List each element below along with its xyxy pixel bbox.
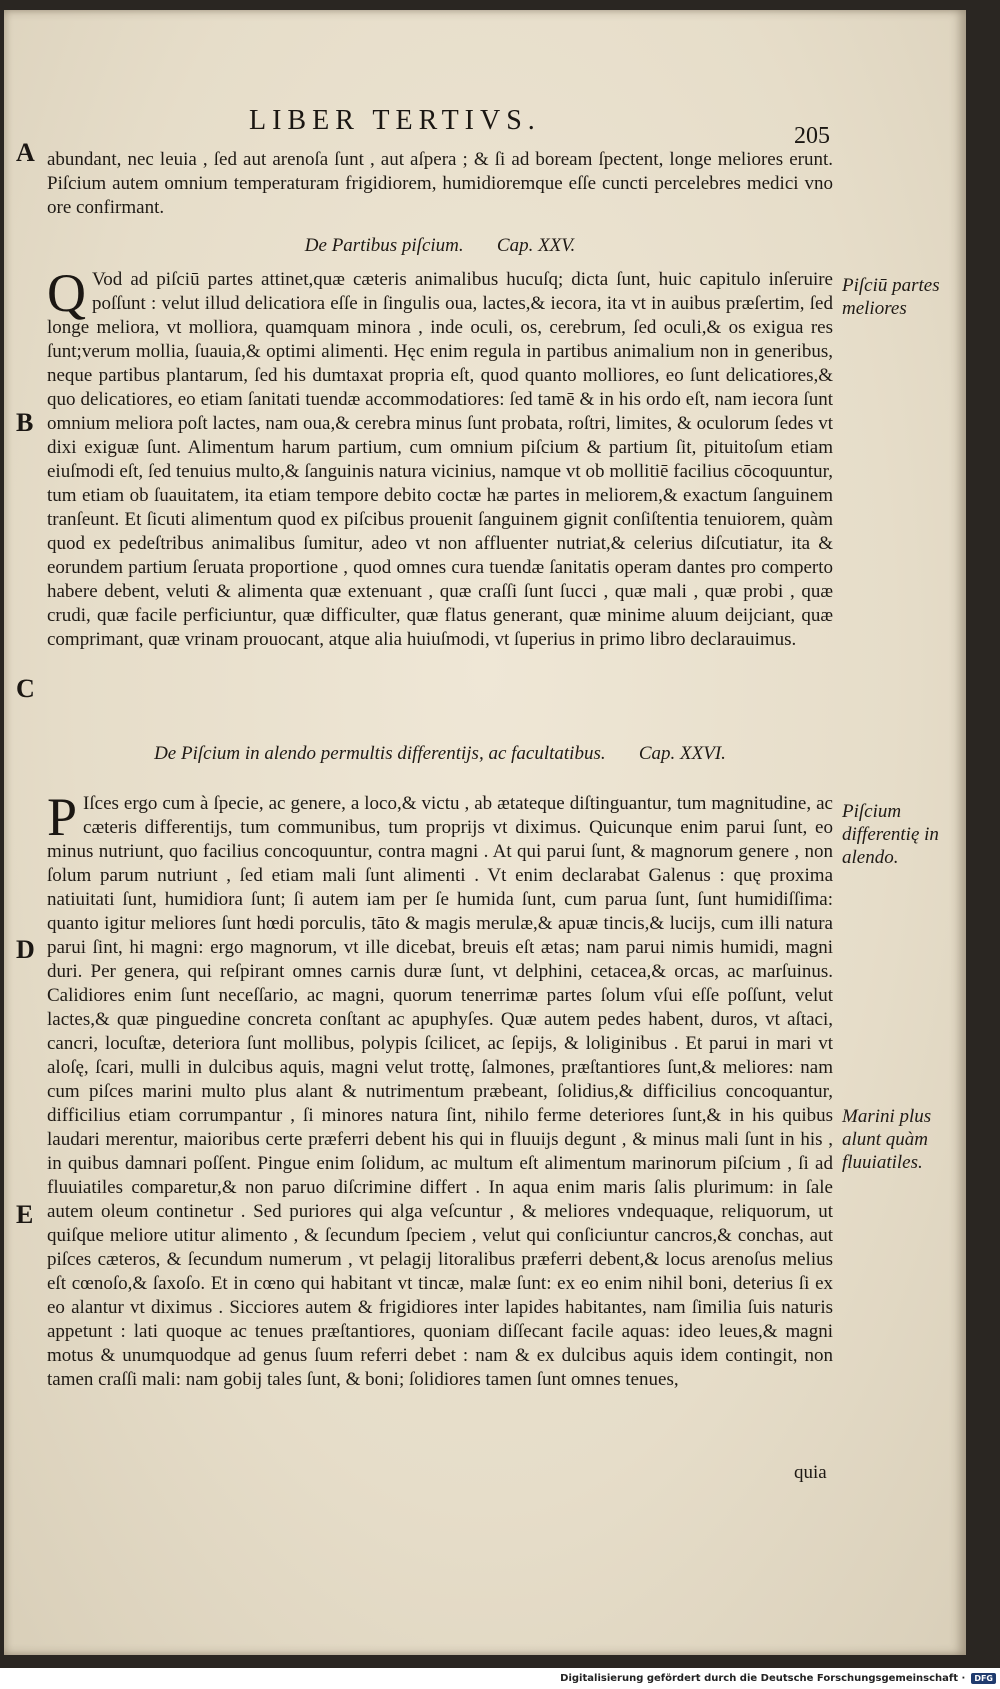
margin-letter-a: A (16, 138, 35, 167)
book-page (4, 10, 966, 1655)
chapter-25-title: De Partibus piſcium. (304, 235, 464, 256)
side-note-marini: Marini plus alunt quàm fluuiatiles. (842, 1106, 932, 1173)
chapter-25-heading (47, 235, 833, 257)
dfg-logo-icon: DFG (971, 1673, 996, 1684)
margin-letter-d: D (16, 935, 35, 964)
chapter-26-body (47, 787, 833, 1392)
side-note-partes: Piſciū partes meliores (842, 275, 940, 319)
chapter-26-cap: Cap. XXVI. (638, 743, 726, 764)
margin-letter-c: C (16, 674, 35, 703)
intro-text: abundant, nec leuia , ſed aut arenoſa ſunt , aut aſpera ; & ſi ad boream ſpectent, longe meliores erunt. Piſcium autem omnium temperaturam frigidiorem, humidioremque eſſe cuncti percelebres medici vno ore confirmant. (47, 149, 833, 218)
chapter-26-dropcap: P (47, 787, 78, 847)
page-number: 205 (794, 123, 830, 149)
chapter-25-dropcap: Q (47, 263, 86, 323)
running-title: LIBER TERTIVS. (249, 105, 541, 136)
chapter-26-text: Iſces ergo cum à ſpecie, ac genere, a loco,& victu , ab ætateque diſtinguantur, tum magnitudine, ac cæteris differentijs, tum communibus, tum proprijs vt diximus. Quicunque enim parui ſunt, eo minus nutriunt, quo facilius concoquuntur, contra magni . At qui parui ſunt, & magnorum genere , non ſolum parum nutriunt , ſed etiam mali ſunt alimenti . Vt enim declarabat Galenus : quę proxima natiuitati ſunt, humidiora ſunt; ſi autem iam per ſe humida ſunt, cum parua ſunt, ſunt humidiſſima: quanto igitur meliores ſunt hœdi porculis, tāto & magis merulæ,& apuæ tincis,& lucijs, cum illi natura parui ſint, hi magni: ergo magnorum, vt ille dicebat, breuis eſt ætas; nam parui nimis humidi, magni duri. Per genera, qui reſpirant omnes carnis duræ ſunt, vt delphini, cetacea,& orcas, ac marſuinus. Calidiores enim ſunt neceſſario, ac magni, quorum tenerrimæ partes ſolum vſui eſſe poſſunt, velut lactes,& quæ pinguedine concreta conſtant ac apuphyſes. Quæ autem pedes habent, duros, vt aſtaci, cancri, locuſtæ, deteriora ſunt mollibus, polypis ſcilicet, ac ſepijs, & loliginibus . Et parui in mari vt aloſę, ſcari, mulli in dulcibus aquis, magni velut trottę, ſalmones, præſtantiores ſunt,& meliores: nam cum piſces marini multo plus alant & nutrimentum præbeant, ſolidius,& difficilius concoquantur, difficilius etiam corrumpantur , ſi minores natura ſint, nihilo ferme deteriores ſunt,& in his quibus laudari merentur, maioribus certe præferri debent his qui in fluuijs degunt , & minus mali ſunt in his , in quibus damnari poſſent. Pingue enim ſolidum, ac multum eſt alimentum marinorum piſcium , ſi ad fluuiatiles comparetur,& non paruo diſcrimine differt . In aqua enim maris ſalis plurimum: in ſale autem oleum continetur . Sed puriores qui alga veſcuntur , & meliores vndequaque, reliquorum, ut quiſque meliore utitur alimento , & ſecundum ſpeciem , velut qui conſiciuntur cancros,& conchas, aut piſces cæteros, & ſecundum numerum , vt pelagij litoralibus præferri debent,& locus arenoſus melius eſt cœnoſo,& ſaxoſo. Et in cœno qui habitant vt tincæ, malæ ſunt: ex eo enim nihil boni, deterius ſi ex eo alantur vt diximus . Sicciores autem & frigidiores inter lapides habitantes, nam ſimilia ſuis naturis appetunt : lati quoque ac tenues præſtantiores, quoniam diſſecant facile aquas: ideo leues,& magni motus & unumquodque ad genus ſuum referri debet : nam & ex dulcibus aquis idem contingit, non tamen craſſi mali: nam gobij tales ſunt, & boni; ſolidiores tamen ſunt omnes tenues, (47, 793, 833, 1390)
catchword: quia (794, 1462, 827, 1483)
side-note-differentiae: Piſcium differentię in alendo. (842, 801, 939, 868)
chapter-26-title: De Piſcium in alendo permultis differentijs, ac facultatibus. (154, 743, 606, 764)
chapter-26-heading (47, 743, 833, 765)
margin-letter-e: E (16, 1200, 34, 1229)
margin-letter-b: B (16, 408, 34, 437)
chapter-25-body (47, 263, 833, 652)
digitization-footer (0, 1668, 1000, 1689)
chapter-25-text: Vod ad piſciū partes attinet,quæ cæteris animalibus hucuſq; dicta ſunt, huic capitulo inſeruire poſſunt : velut illud delicatiora eſſe in ſingulis oua, lactes,& iecora, ita vt in auibus præſertim, ſed longe meliora, vt molliora, quamquam minora , inde oculi, os, cerebrum, ſed oculi,& os exigua res ſunt;verum mollia, ſuauia,& optimi alimenti. Hęc enim regula in partibus animalium non in generibus, neque partibus plantarum, ſed his dumtaxat propria eſt, quod quanto molliores, eo ſunt delicatiores,& quo delicatiores, eo etiam ſanitati tuendæ accommodatiores: ſed tamē & in his ordo eſt, nam iecora ſunt omnium meliora poſt lactes, nam oua,& cerebra minus ſunt probata, roſtri, limites, & oculorum ſedes vt dixi exiguæ ſunt. Alimentum harum partium, cum omnium piſcium & partium ſit, pituitoſum etiam eiuſmodi eſt, ſed tenuius multo,& ſanguinis natura vicinius, namque vt ob mollitiē facilius cōcoquuntur, tum etiam ob ſuauitatem, ita etiam tempore debito coctæ hæ partes in meliorem,& exactum ſanguinem tranſeunt. Et ſicuti alimentum quod ex piſcibus prouenit ſanguinem gignit conſiſtentia tenuiorem, quàm quod ex pedeſtribus animalibus ſumitur, adeo vt non affluenter nutriat,& celerius diſcutiatur, ita & eorundem partium ſeruata proportione , quod omnes cura tuendæ ſanitatis operam dantes pro comperto habere debent, veluti & alimenta quæ extenuant , quæ craſſi ſunt ſucci , quæ mali , quæ probi , quæ crudi, quæ facile perficiuntur, quæ difficulter, quæ flatus generant, quæ minime aluum deijciant, quæ comprimant, quæ vrinam prouocant, atque alia huiuſmodi, vt ſuperius in primo libro declarauimus. (47, 269, 833, 650)
chapter-25-cap: Cap. XXV. (496, 235, 576, 256)
intro-paragraph (47, 148, 833, 220)
footer-credit: Digitalisierung gefördert durch die Deutsche Forschungsgemeinschaft · (560, 1673, 966, 1684)
